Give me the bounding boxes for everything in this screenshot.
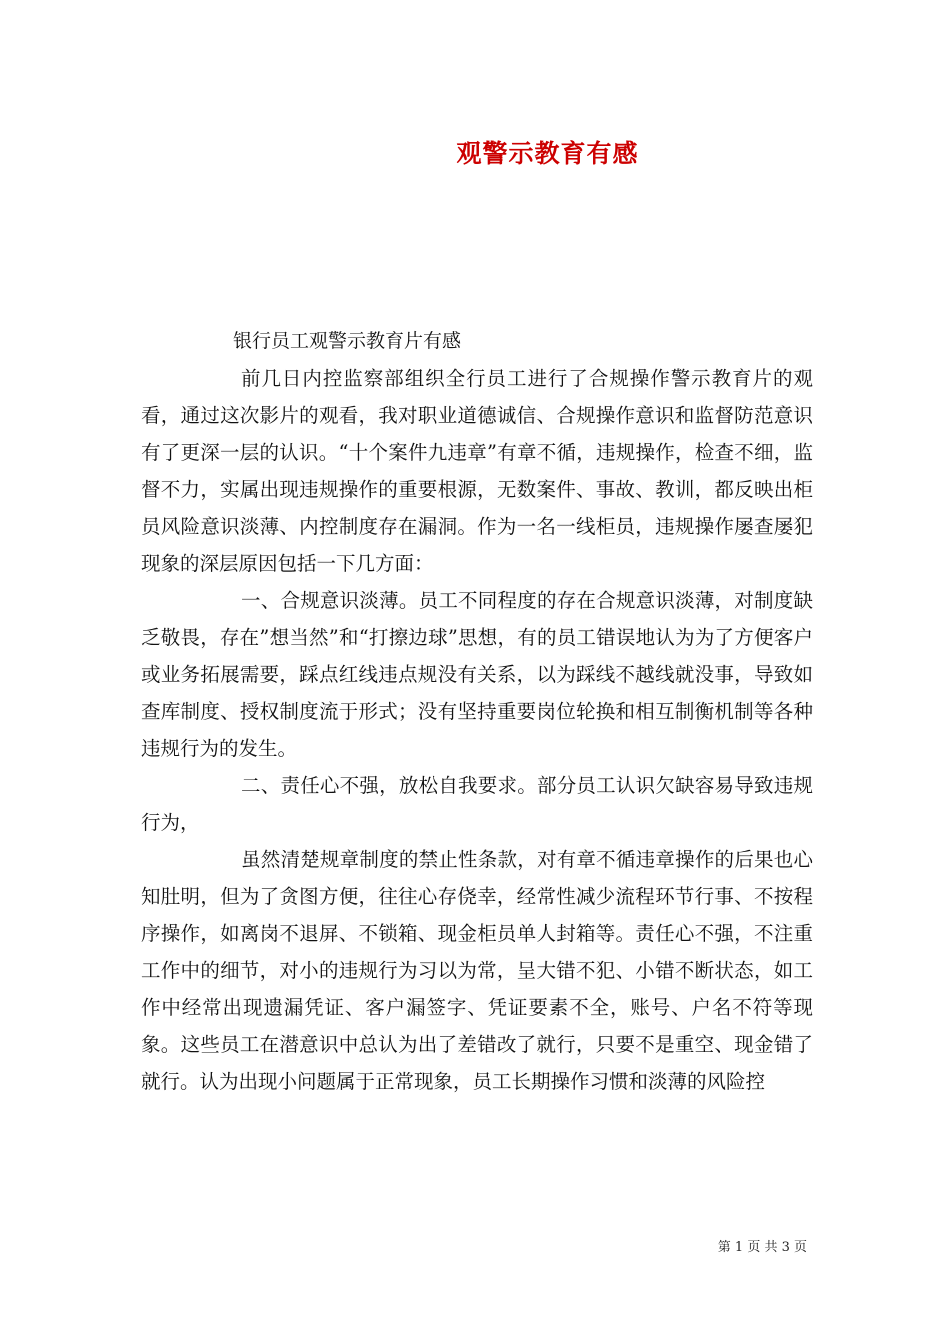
- document-subtitle: 银行员工观警示教育片有感: [233, 330, 462, 352]
- paragraph-point-two: 二、责任心不强，放松自我要求。部分员工认识欠缺容易导致违规行为，: [141, 774, 813, 834]
- paragraph-point-two-detail: 虽然清楚规章制度的禁止性条款，对有章不循违章操作的后果也心知肚明，但为了贪图方便，往往心存侥幸，经常性减少流程环节行事、不按程序操作，如离岗不退屏、不锁箱、现金柜员单人封箱等。责任心不强，不注重工作中的细节，对小的违规行为习以为常，呈大错不犯、小错不断状态，如工作中经常出现遗漏凭证、客户漏签字、凭证要素不全，账号、户名不符等现象。这些员工在潜意识中总认为出了差错改了就行，只要不是重空、现金错了就行。认为出现小问题属于正常现象，员工长期操作习惯和淡薄的风险控: [141, 848, 813, 1093]
- page-indicator: 第 1 页 共 3 页: [717, 1240, 807, 1255]
- paragraph-intro: 前几日内控监察部组织全行员工进行了合规操作警示教育片的观看，通过这次影片的观看，我对职业道德诚信、合规操作意识和监督防范意识有了更深一层的认识。“十个案件九违章”有章不循，违规操作，检查不细，监督不力，实属出现违规操作的重要根源，无数案件、事故、教训，都反映出柜员风险意识淡薄、内控制度存在漏洞。作为一名一线柜员，违规操作屡查屡犯现象的深层原因包括一下几方面：: [141, 367, 813, 575]
- document-title: 观警示教育有感: [456, 139, 639, 168]
- paragraph-point-one: 一、合规意识淡薄。员工不同程度的存在合规意识淡薄，对制度缺乏敬畏，存在”想当然”和“打擦边球”思想，有的员工错误地认为为了方便客户或业务拓展需要，踩点红线违点规没有关系，以为踩线不越线就没事，导致如查库制度、授权制度流于形式；没有坚持重要岗位轮换和相互制衡机制等各种违规行为的发生。: [141, 589, 813, 760]
- document-body: [141, 360, 813, 1100]
